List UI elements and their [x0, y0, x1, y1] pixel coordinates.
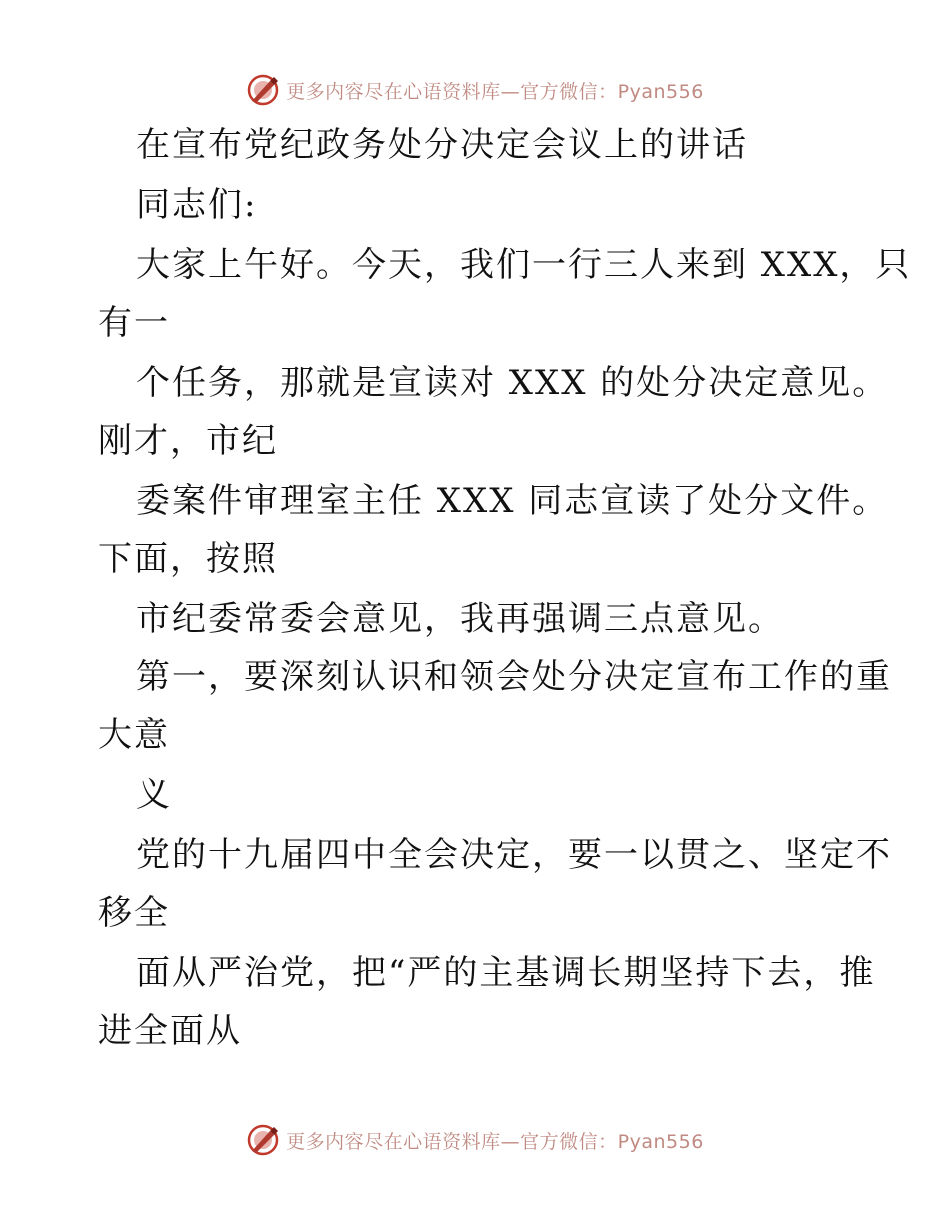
- section-heading-line: 第一，要深刻认识和领会处分决定宣布工作的重: [136, 657, 892, 697]
- pen-logo-icon: [246, 73, 280, 107]
- section-heading-line: 大意: [98, 715, 170, 755]
- section-heading-line: 义: [136, 775, 172, 815]
- paragraph-line: 大家上午好。今天，我们一行三人来到 XXX，只: [136, 245, 912, 285]
- paragraph-line: 个任务，那就是宣读对 XXX 的处分决定意见。: [136, 363, 889, 403]
- paragraph-line: 市纪委常委会意见，我再强调三点意见。: [136, 599, 784, 639]
- watermark-text: 更多内容尽在心语资料库—官方微信：Pyan556: [286, 80, 704, 103]
- paragraph-line: 面从严治党，把“严的主基调长期坚持下去，推: [136, 953, 876, 993]
- paragraph-line: 党的十九届四中全会决定，要一以贯之、坚定不: [136, 835, 892, 875]
- watermark-footer: [0, 1120, 950, 1160]
- paragraph-line: 进全面从: [98, 1011, 242, 1051]
- paragraph-line: 移全: [98, 893, 170, 933]
- paragraph-line: 刚才，市纪: [98, 421, 278, 461]
- paragraph-line: 下面，按照: [98, 539, 278, 579]
- watermark-text: 更多内容尽在心语资料库—官方微信：Pyan556: [286, 1130, 704, 1153]
- pen-logo-icon: [246, 1123, 280, 1157]
- document-title: 在宣布党纪政务处分决定会议上的讲话: [136, 125, 748, 165]
- paragraph-line: 有一: [98, 303, 170, 343]
- salutation: 同志们:: [136, 185, 258, 225]
- paragraph-line: 委案件审理室主任 XXX 同志宣读了处分文件。: [136, 481, 889, 521]
- watermark-header: [0, 70, 950, 110]
